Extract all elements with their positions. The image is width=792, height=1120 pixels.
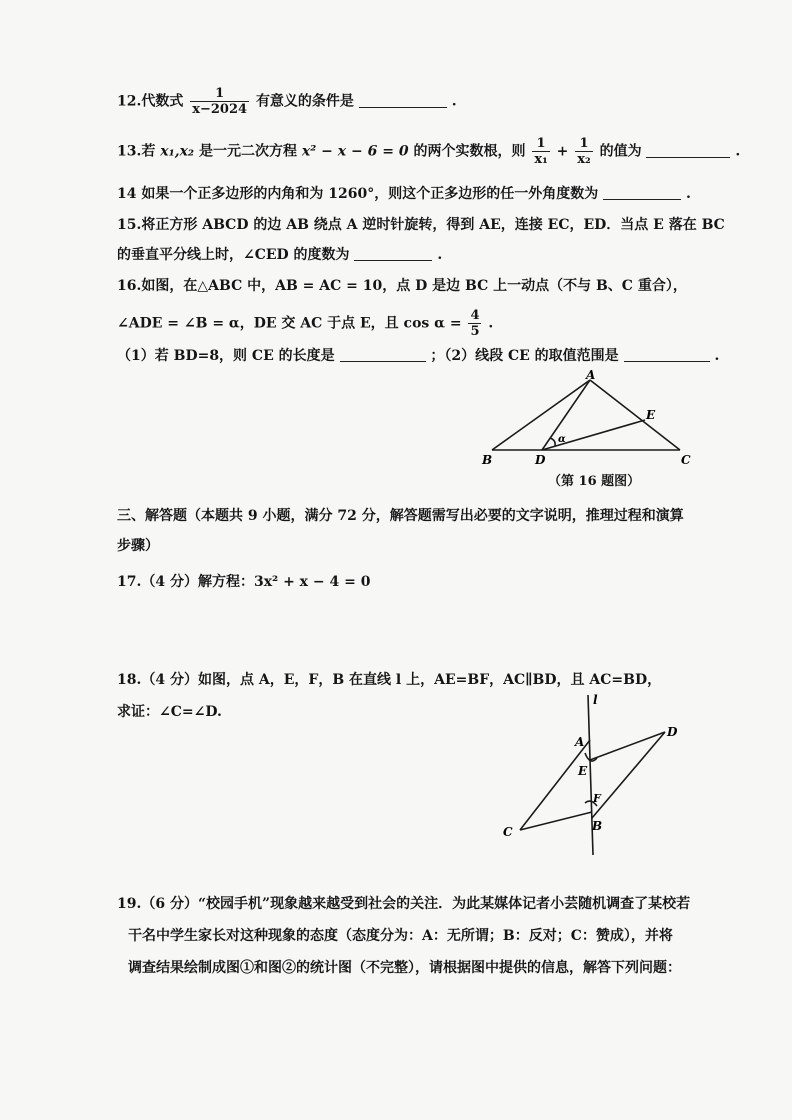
q16-segment-AD <box>542 380 590 450</box>
q13-mid2: 的两个实数根，则 <box>413 143 526 160</box>
q18-label-A: A <box>575 735 585 749</box>
q16-triangle-figure <box>470 370 700 470</box>
question-16-line-1 <box>117 276 687 296</box>
q15-end: . <box>437 247 443 263</box>
q16-label-D: D <box>535 453 546 467</box>
q16-label-B: B <box>482 453 493 467</box>
question-19-line-3 <box>128 958 681 978</box>
q19-line1: 19.（6 分）“校园手机”现象越来越受到社会的关注．为此某媒体记者小芸随机调查了某校若 <box>117 896 691 912</box>
q13-mid: 是一元二次方程 <box>198 143 297 160</box>
section3-line2: 步骤） <box>117 538 159 554</box>
q12-end: . <box>451 93 457 110</box>
q13-fraction-2 <box>575 136 592 167</box>
q16-label-C: C <box>681 453 691 467</box>
question-15-line-1 <box>117 215 725 235</box>
question-18-line-2 <box>117 702 222 722</box>
q16-part1: （1）若 BD=8，则 CE 的长度是 <box>117 348 335 364</box>
q18-line2: 求证：∠C=∠D. <box>117 704 222 720</box>
q16-segment-AC <box>590 380 680 450</box>
question-17 <box>117 572 370 592</box>
q13-equation: x² − x − 6 = 0 <box>301 143 409 160</box>
q18-label-E: E <box>578 764 588 778</box>
q18-label-l: l <box>593 693 598 707</box>
q13-frac2-den: x₂ <box>577 152 591 167</box>
q13-frac2-num: 1 <box>575 136 592 152</box>
question-15-line-2 <box>117 245 442 265</box>
q13-prefix: 13.若 <box>117 143 156 160</box>
q18-segment-CA <box>520 740 590 830</box>
q19-line2: 干名中学生家长对这种现象的态度（态度分为：A：无所谓；B：反对；C：赞成），并将 <box>128 928 673 944</box>
q13-end: . <box>735 143 741 160</box>
q14-end: . <box>685 186 691 202</box>
q16-line2-end: . <box>488 315 494 332</box>
q18-label-B: B <box>592 819 603 833</box>
q15-answer-blank[interactable] <box>354 246 432 261</box>
q18-segment-CF <box>520 812 592 830</box>
q14-answer-blank[interactable] <box>603 185 681 200</box>
q16-label-E: E <box>646 408 656 422</box>
q16-sep: ；（2）线段 CE 的取值范围是 <box>430 348 619 364</box>
q13-frac1-num: 1 <box>532 136 549 152</box>
section-3-heading-line-2 <box>117 536 159 556</box>
question-16-line-3 <box>117 346 719 366</box>
q16-line2: ∠ADE = ∠B = α，DE 交 AC 于点 E，且 cos α = <box>117 315 462 332</box>
q16-line1: 16.如图，在△ABC 中，AB = AC = 10，点 D 是边 BC 上一动点（不与 B、C 重合）， <box>117 278 687 294</box>
question-16-line-2 <box>117 308 493 339</box>
q15-line1: 15.将正方形 ABCD 的边 AB 绕点 A 逆时针旋转，得到 AE，连接 EC，ED．当点 E 落在 BC <box>117 217 725 233</box>
q18-label-C: C <box>503 825 513 839</box>
q18-label-F: F <box>593 792 601 805</box>
q18-line1: 18.（4 分）如图，点 A，E，F，B 在直线 l 上，AE=BF，AC∥BD，且 AC=BD， <box>117 672 662 688</box>
q16-figure-caption: （第 16 题图） <box>548 474 641 489</box>
q13-fraction-1 <box>532 136 549 167</box>
q18-parallelogram-figure <box>495 690 715 860</box>
section3-line1: 三、解答题（本题共 9 小题，满分 72 分，解答题需写出必要的文字说明，推理过程和演算 <box>117 508 684 524</box>
q12-prefix: 12.代数式 <box>117 93 184 110</box>
q16-frac-num: 4 <box>470 308 480 323</box>
q12-frac-den: x−2024 <box>192 102 248 117</box>
q12-fraction <box>190 86 249 117</box>
q13-vars: x₁,x₂ <box>160 143 195 160</box>
question-18-line-1 <box>117 670 661 690</box>
q16-angle-alpha-arc <box>550 438 555 446</box>
q14-text: 14 如果一个正多边形的内角和为 1260°，则这个正多边形的任一外角度数为 <box>117 186 599 202</box>
q12-answer-blank[interactable] <box>359 93 447 108</box>
q15-line2: 的垂直平分线上时，∠CED 的度数为 <box>117 247 350 263</box>
section-3-heading-line-1 <box>117 506 684 526</box>
q16-frac-den: 5 <box>470 324 480 339</box>
question-12 <box>117 86 457 117</box>
q17-text: 17.（4 分）解方程：3x² + x − 4 = 0 <box>117 574 371 590</box>
q12-frac-num: 1 <box>190 86 249 102</box>
q18-label-D: D <box>667 725 678 739</box>
question-14 <box>117 184 691 204</box>
question-19-line-1 <box>117 894 690 914</box>
q16-label-A: A <box>586 370 596 382</box>
q19-line3: 调查结果绘制成图①和图②的统计图（不完整），请根据图中提供的信息，解答下列问题： <box>128 960 681 976</box>
q16-part1-answer-blank[interactable] <box>340 347 426 362</box>
q12-suffix: 有意义的条件是 <box>255 93 354 110</box>
q16-cos-fraction <box>468 308 481 339</box>
q16-label-alpha: α <box>558 434 566 445</box>
q16-end: . <box>714 348 720 364</box>
q16-part2-answer-blank[interactable] <box>624 347 710 362</box>
question-13 <box>117 136 740 167</box>
q13-frac1-den: x₁ <box>534 152 548 167</box>
q13-plus: + <box>556 143 569 160</box>
q13-answer-blank[interactable] <box>646 143 730 158</box>
question-19-line-2 <box>128 926 673 946</box>
q13-suffix: 的值为 <box>599 143 642 160</box>
